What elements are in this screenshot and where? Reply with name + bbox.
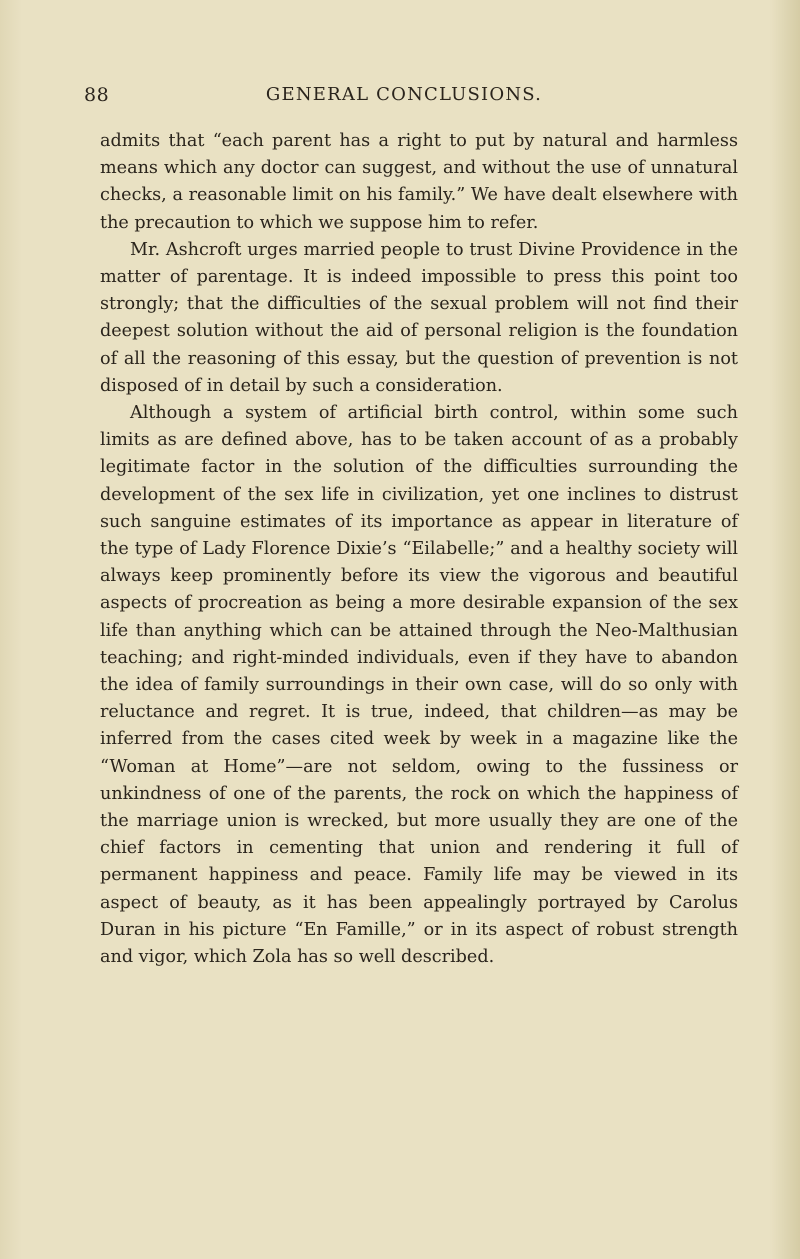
page-edge-shadow-right	[770, 0, 800, 1259]
body-text	[100, 128, 738, 971]
paragraph-2: Mr. Ashcroft urges married people to trust Divine Providence in the matter of parentage. It is indeed impossible to press this point too strongly; that the difficulties of the sexual problem will not find their deepest solution without the aid of personal religion is the foundation of all the reasoning of this essay, but the question of prevention is not disposed of in detail by such a consideration.	[100, 239, 738, 396]
running-head: GENERAL CONCLUSIONS.	[265, 84, 543, 105]
page-number: 88	[84, 84, 110, 106]
page-edge-shadow-left	[0, 0, 22, 1259]
paragraph-3: Although a system of artificial birth control, within some such limits as are defined above, has to be taken account of as a probably legitimate factor in the solution of the difficulties surrounding the development of the sex life in civilization, yet one inclines to distrust such sanguine estimates of its importance as appear in literature of the type of Lady Florence Dixie’s “Eilabelle;” and a healthy society will always keep prominently before its view the vigorous and beautiful aspects of procreation as being a more desirable expansion of the sex life than anything which can be attained through the Neo-Malthusian teaching; and right-minded individuals, even if they have to abandon the idea of family surroundings in their own case, will do so only with reluctance and regret. It is true, indeed, that children—as may be inferred from the cases cited week by week in a magazine like the “Woman at Home”—are not seldom, owing to the fussiness or unkindness of one of the parents, the rock on which the happiness of the marriage union is wrecked, but more usually they are one of the chief factors in cementing that union and rendering it full of permanent happiness and peace. Family life may be viewed in its aspect of beauty, as it has been appealingly portrayed by Carolus Duran in his picture “En Famille,” or in its aspect of robust strength and vigor, which Zola has so well described.	[100, 403, 738, 968]
page-header	[84, 84, 724, 114]
paragraph-1: admits that “each parent has a right to put by natural and harmless means which any doctor can suggest, and without the use of unnatural checks, a reasonable limit on his family.” We have dealt elsewhere with the precaution to which we suppose him to refer.	[100, 131, 738, 233]
